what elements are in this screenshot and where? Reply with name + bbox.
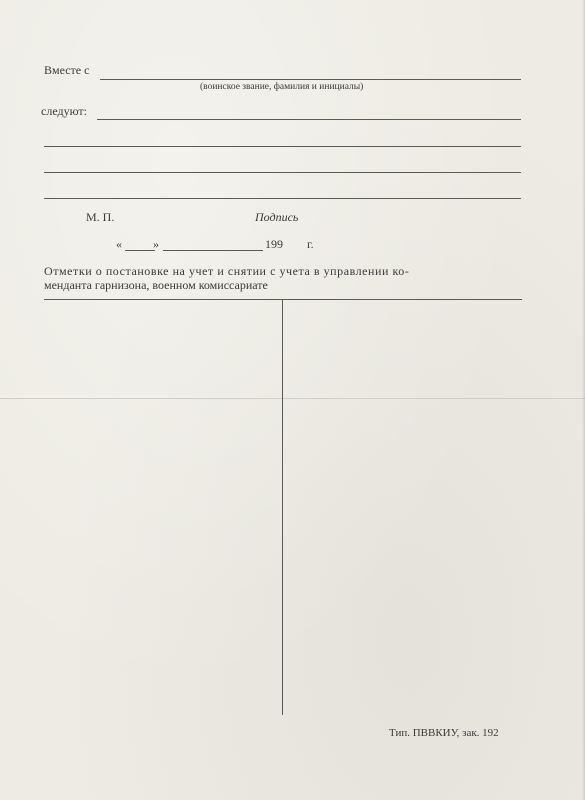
follow-field-line-1 bbox=[97, 119, 521, 120]
printer-imprint: Тип. ПВВКИУ, зак. 192 bbox=[389, 727, 499, 739]
date-open-quote: « bbox=[116, 237, 122, 251]
date-year: 199 bbox=[265, 237, 283, 251]
date-close-quote: » bbox=[153, 237, 159, 251]
date-year-suffix: г. bbox=[307, 237, 314, 251]
date-month-line bbox=[163, 250, 263, 251]
marks-text-line-2: менданта гарнизона, военном комиссариате bbox=[44, 278, 268, 292]
follow-field-line-4 bbox=[44, 198, 521, 199]
together-field-line bbox=[100, 79, 521, 80]
fold-line bbox=[0, 398, 585, 399]
follow-label: следуют: bbox=[41, 104, 87, 118]
marks-top-rule bbox=[44, 299, 522, 300]
marks-text-line-1: Отметки о постановке на учет и снятии с учета в управлении ко- bbox=[44, 264, 410, 278]
follow-field-line-3 bbox=[44, 172, 521, 173]
together-caption: (воинское звание, фамилия и инициалы) bbox=[200, 82, 364, 92]
stamp-label: М. П. bbox=[86, 210, 115, 224]
together-label: Вместе с bbox=[44, 63, 90, 77]
follow-field-line-2 bbox=[44, 146, 521, 147]
marks-column-divider bbox=[282, 299, 283, 715]
date-day-line bbox=[125, 250, 155, 251]
signature-label: Подпись bbox=[255, 210, 299, 224]
